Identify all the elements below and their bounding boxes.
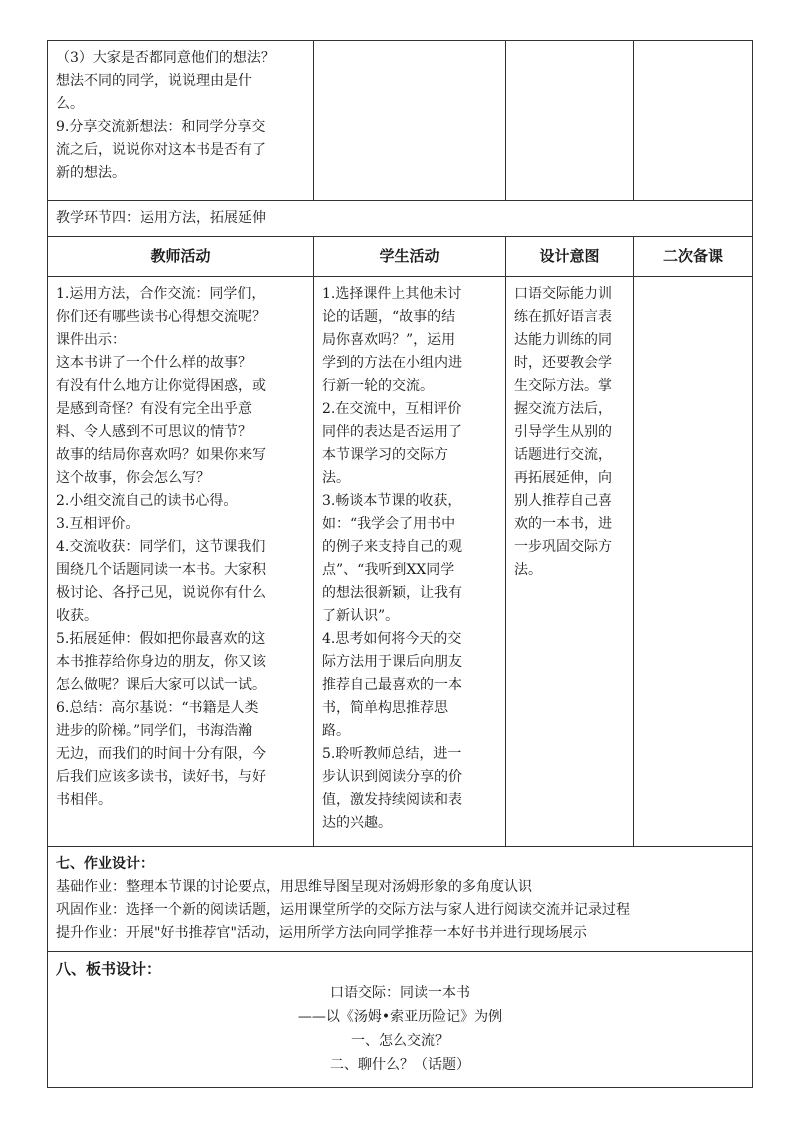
teacher-header: 教师活动 bbox=[48, 237, 314, 277]
continued-line: 流之后，说说你对这本书是否有了 bbox=[56, 142, 266, 158]
homework-row bbox=[48, 847, 753, 952]
intent-line: 时，还要教会学 bbox=[514, 355, 612, 371]
board-title: 八、板书设计： bbox=[56, 960, 162, 978]
teacher-line: 收获。 bbox=[56, 608, 98, 624]
board-content bbox=[56, 981, 744, 1077]
homework-cell bbox=[48, 847, 753, 952]
board-line: ——以《汤姆•索亚历险记》为例 bbox=[297, 1009, 503, 1025]
student-line: 书，简单构思推荐思 bbox=[322, 700, 448, 716]
board-row bbox=[48, 952, 753, 1088]
teacher-line: 怎么做呢？课后大家可以试一试。 bbox=[56, 677, 266, 693]
continued-line: 么。 bbox=[56, 96, 84, 112]
student-line: 1.选择课件上其他未讨 bbox=[322, 286, 462, 302]
continued-row bbox=[48, 41, 753, 201]
student-line: 的想法很新颖，让我有 bbox=[322, 585, 462, 601]
design-intent-cell bbox=[506, 277, 634, 847]
student-line: 2.在交流中，互相评价 bbox=[322, 401, 462, 417]
continued-teacher-cell bbox=[48, 41, 314, 201]
student-line: 4.思考如何将今天的交 bbox=[322, 631, 462, 647]
student-line: 步认识到阅读分享的价 bbox=[322, 769, 462, 785]
continued-student-cell bbox=[314, 41, 506, 201]
board-line: 口语交际：同读一本书 bbox=[330, 985, 470, 1001]
lesson-plan-table bbox=[47, 40, 753, 1088]
teacher-line: 6.总结：高尔基说：“书籍是人类 bbox=[56, 700, 259, 716]
homework-title: 七、作业设计： bbox=[56, 856, 154, 872]
continued-line: 9.分享交流新想法：和同学分享交 bbox=[56, 119, 266, 135]
student-line: 5.聆听教师总结，进一 bbox=[322, 746, 462, 762]
intent-header: 设计意图 bbox=[506, 237, 634, 277]
second-prep-cell bbox=[634, 277, 753, 847]
board-line: 一、怎么交流？ bbox=[351, 1033, 449, 1049]
teacher-line: 围绕几个话题同读一本书。大家积 bbox=[56, 562, 266, 578]
teacher-line: 进步的阶梯。”同学们，书海浩瀚 bbox=[56, 723, 253, 739]
intent-line: 一步巩固交际方 bbox=[514, 539, 612, 555]
homework-basic: 基础作业：整理本节课的讨论要点，用思维导图呈现对汤姆形象的多角度认识 bbox=[56, 879, 532, 895]
teacher-line: 本书推荐给你身边的朋友，你又该 bbox=[56, 654, 266, 670]
homework-consolidate: 巩固作业：选择一个新的阅读话题，运用课堂所学的交际方法与家人进行阅读交流并记录过程 bbox=[56, 902, 630, 918]
student-line: 学到的方法在小组内进 bbox=[322, 355, 462, 371]
student-line: 如：“我学会了用书中 bbox=[322, 516, 456, 532]
continued-line: 新的想法。 bbox=[56, 165, 126, 181]
teacher-line: 料、令人感到不可思议的情节？ bbox=[56, 424, 252, 440]
teacher-line: 2.小组交流自己的读书心得。 bbox=[56, 493, 238, 509]
homework-advanced: 提升作业：开展"好书推荐官"活动，运用所学方法向同学推荐一本好书并进行现场展示 bbox=[56, 925, 587, 941]
intent-line: 练在抓好语言表 bbox=[514, 309, 612, 325]
teacher-line: 你们还有哪些读书心得想交流呢？ bbox=[56, 309, 266, 325]
teacher-line: 4.交流收获：同学们，这节课我们 bbox=[56, 539, 266, 555]
section4-row bbox=[48, 201, 753, 237]
intent-line: 引导学生从别的 bbox=[514, 424, 612, 440]
student-line: 论的话题，“故事的结 bbox=[322, 309, 456, 325]
intent-line: 话题进行交流， bbox=[514, 447, 612, 463]
teacher-line: 故事的结局你喜欢吗？如果你来写 bbox=[56, 447, 266, 463]
teacher-line: 书相伴。 bbox=[56, 792, 112, 808]
section4-title: 教学环节四：运用方法，拓展延伸 bbox=[48, 201, 753, 237]
intent-line: 法。 bbox=[514, 562, 542, 578]
teacher-line: 极讨论、各抒己见，说说你有什么 bbox=[56, 585, 266, 601]
student-activity-cell bbox=[314, 277, 506, 847]
student-header: 学生活动 bbox=[314, 237, 506, 277]
continued-line: （3）大家是否都同意他们的想法？ bbox=[56, 50, 275, 66]
student-line: 本节课学习的交际方 bbox=[322, 447, 448, 463]
teacher-line: 5.拓展延伸：假如把你最喜欢的这 bbox=[56, 631, 266, 647]
header-row bbox=[48, 237, 753, 277]
student-line: 推荐自己最喜欢的一本 bbox=[322, 677, 462, 693]
intent-line: 口语交际能力训 bbox=[514, 286, 612, 302]
activity-row bbox=[48, 277, 753, 847]
lesson-plan-page bbox=[47, 40, 752, 1088]
teacher-activity-cell bbox=[48, 277, 314, 847]
teacher-line: 后我们应该多读书，读好书，与好 bbox=[56, 769, 266, 785]
intent-line: 欢的一本书，进 bbox=[514, 516, 612, 532]
student-line: 达的兴趣。 bbox=[322, 815, 392, 831]
teacher-line: 有没有什么地方让你觉得困惑，或 bbox=[56, 378, 266, 394]
second-header: 二次备课 bbox=[634, 237, 753, 277]
teacher-line: 课件出示： bbox=[56, 332, 126, 348]
student-line: 局你喜欢吗？”，运用 bbox=[322, 332, 456, 348]
student-line: 3.畅谈本节课的收获， bbox=[322, 493, 462, 509]
intent-line: 生交际方法。掌 bbox=[514, 378, 612, 394]
teacher-line: 是感到奇怪？有没有完全出乎意 bbox=[56, 401, 252, 417]
student-line: 际方法用于课后向朋友 bbox=[322, 654, 462, 670]
student-line: 值，激发持续阅读和表 bbox=[322, 792, 462, 808]
intent-line: 握交流方法后， bbox=[514, 401, 612, 417]
board-cell bbox=[48, 952, 753, 1088]
intent-line: 再拓展延伸，向 bbox=[514, 470, 612, 486]
student-line: 的例子来支持自己的观 bbox=[322, 539, 462, 555]
teacher-line: 3.互相评价。 bbox=[56, 516, 140, 532]
teacher-line: 1.运用方法，合作交流：同学们， bbox=[56, 286, 266, 302]
student-line: 行新一轮的交流。 bbox=[322, 378, 434, 394]
student-line: 同伴的表达是否运用了 bbox=[322, 424, 462, 440]
teacher-line: 这个故事，你会怎么写？ bbox=[56, 470, 210, 486]
continued-second-cell bbox=[634, 41, 753, 201]
intent-line: 别人推荐自己喜 bbox=[514, 493, 612, 509]
intent-line: 达能力训练的同 bbox=[514, 332, 612, 348]
continued-line: 想法不同的同学，说说理由是什 bbox=[56, 73, 252, 89]
teacher-line: 无边，而我们的时间十分有限，今 bbox=[56, 746, 266, 762]
teacher-line: 这本书讲了一个什么样的故事？ bbox=[56, 355, 252, 371]
continued-intent-cell bbox=[506, 41, 634, 201]
student-line: 了新认识”。 bbox=[322, 608, 400, 624]
student-line: 点”、“我听到XX同学 bbox=[322, 562, 455, 578]
student-line: 路。 bbox=[322, 723, 350, 739]
board-line: 二、聊什么？（话题） bbox=[330, 1057, 470, 1073]
student-line: 法。 bbox=[322, 470, 350, 486]
